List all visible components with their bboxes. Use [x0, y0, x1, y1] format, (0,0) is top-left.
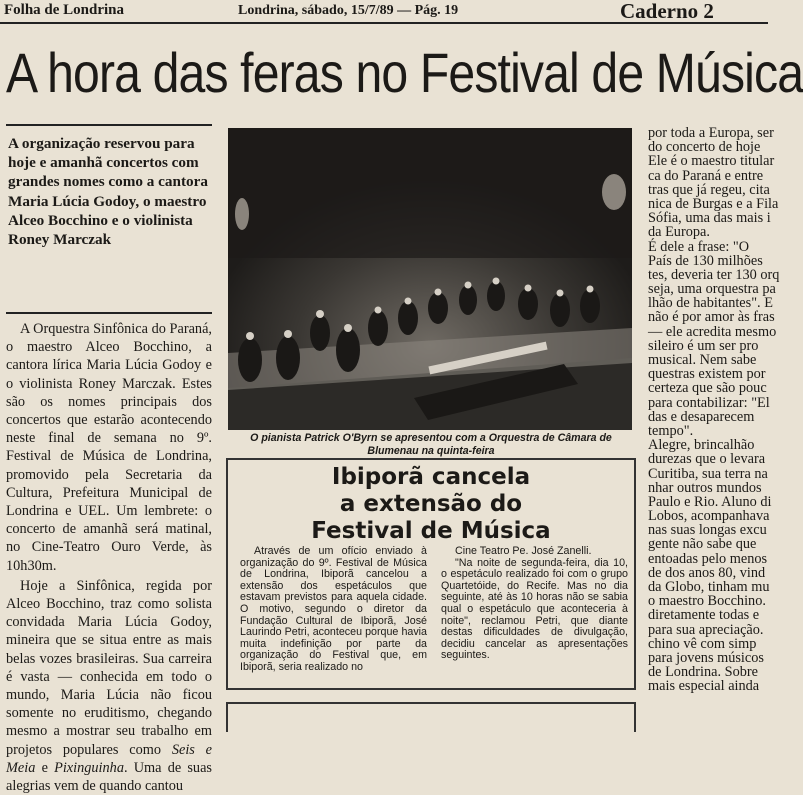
column-line: da Europa. — [648, 224, 710, 241]
article-body-left-column — [6, 320, 213, 795]
column-line: de dos anos 80, vind — [648, 564, 766, 581]
main-headline: A hora das feras no Festival de Música — [6, 41, 803, 104]
column-line: musical. Nem sabe — [648, 352, 757, 368]
column-line: das e desaparecem — [648, 408, 755, 425]
column-line: nica de Burgas e a Fila — [648, 195, 779, 212]
next-article-box — [226, 702, 636, 732]
column-line: por toda a Europa, ser — [648, 125, 774, 141]
column-line: mais especial ainda — [648, 678, 760, 695]
column-line: — ele acredita mesmo — [648, 323, 777, 340]
column-line: tes, deveria ter 130 orq — [648, 266, 780, 283]
newspaper-name: Folha de Londrina — [4, 2, 125, 18]
column-line: Curitiba, sua terra na — [648, 465, 768, 482]
sidebar-article-box — [226, 458, 636, 690]
column-line: tempo". — [648, 422, 694, 439]
photo-caption: O pianista Patrick O'Byrn se apresentou com a Orquestra de Câmara de Blumenau na quinta-feira — [250, 432, 612, 457]
section-name: Caderno 2 — [620, 0, 714, 23]
body-paragraph: Cine Teatro Pe. José Zanelli. — [455, 545, 592, 557]
column-line: questras existem por — [648, 366, 766, 383]
column-line: ca do Paraná e entre — [648, 167, 764, 184]
column-line: É dele a frase: "O — [648, 238, 750, 255]
concert-photo — [228, 128, 632, 430]
column-line: para contabilizar: "El — [648, 394, 770, 411]
sidebar-column-1 — [240, 546, 427, 674]
article-deck: A organização reservou para hoje e amanhã concertos com grandes nomes como a cantora Maria Lúcia Godoy, o maestro Alceo Bocchino e o violinista Roney Marczak — [8, 135, 208, 249]
column-line: sileiro é um ser pro — [648, 337, 759, 354]
column-line: para jovens músicos — [648, 649, 764, 666]
sidebar-headline-line: a extensão do — [339, 491, 523, 517]
article-body-right-column — [648, 126, 778, 726]
column-line: para sua apreciação. — [648, 621, 764, 638]
column-line: nas suas longas excu — [648, 522, 767, 539]
column-line: lhão de habitantes". E — [648, 295, 773, 312]
divider-rule — [6, 124, 212, 126]
column-line: o maestro Bocchino. — [648, 593, 766, 610]
column-line: Sófia, uma das mais i — [648, 210, 771, 227]
column-line: nhar outros mundos — [648, 479, 762, 496]
column-line: gente não sabe que — [648, 536, 757, 553]
column-line: chino vê com simp — [648, 635, 757, 652]
column-line: Paulo e Rio. Aluno di — [648, 493, 772, 510]
body-paragraph: Hoje a Sinfônica, regida por Alceo Bocchino, traz como solista convidada Maria Lúcia Godoy, mineira que se situa entre as mais belas vozes brasileiras. Sua carreira é vasta — conhecida em todo o mundo, Maria Lúcia não ficou somente no eruditismo, chegando mesmo a mostrar seu trabalho em projetos populares como Seis e Meia e Pixinguinha. Uma de suas alegrias vem de quando cantou — [6, 577, 213, 795]
column-line: certeza que são pouc — [648, 380, 767, 397]
date-and-page: Londrina, sábado, 15/7/89 — Pág. 19 — [238, 3, 459, 18]
sidebar-column-2 — [441, 546, 628, 674]
column-line: Alegre, brincalhão — [648, 437, 755, 454]
sidebar-body — [240, 546, 628, 674]
column-line: do concerto de hoje — [648, 139, 761, 156]
column-line: Lobos, acompanhava — [648, 508, 770, 525]
body-paragraph: A Orquestra Sinfônica do Paraná, o maestro Alceo Bocchino, a cantora lírica Maria Lúcia Godoy e o violinista Roney Marczak. Estes são os nomes principais dos concertos que estarão acontecendo neste final de semana no 9º. Festival de Música de Londrina, promovido pela Secretaria da Cultura, Prefeitura Municipal de Londrina e UEL. Um lembrete: o concerto de amanhã será matinal, no Cine-Teatro Ouro Verde, às 10h30m. — [6, 321, 212, 574]
column-line: diretamente todas e — [648, 607, 760, 624]
column-line: seja, uma orquestra pa — [648, 281, 776, 298]
orchestra-stage-image — [228, 128, 632, 430]
body-paragraph: "Na noite de segunda-feira, dia 10, o espetáculo realizado foi com o grupo Quartetóide, do Recife. Mas no dia seguinte, até às 10 horas não se sabia qual o espetáculo que aconteceria à noite", reclamou Petri, que diante destas dificuldades de divulgação, decidiu cancelar as apresentações seguintes. — [441, 556, 628, 662]
column-line: não é por amor às fras — [648, 309, 775, 326]
column-line: da Globo, tinham mu — [648, 579, 770, 595]
sidebar-headline-line: Ibiporã cancela — [331, 464, 531, 490]
column-line: de Londrina. Sobre — [648, 664, 758, 681]
column-line: entoadas pelo menos — [648, 550, 768, 567]
sidebar-headline-line: Festival de Música — [311, 518, 551, 544]
column-line: tras que já regeu, cita — [648, 181, 770, 198]
column-line: durezas que o levara — [648, 451, 766, 468]
column-line: País de 130 milhões — [648, 252, 763, 269]
page-header — [0, 0, 768, 24]
column-line: Ele é o maestro titular — [648, 153, 775, 170]
divider-rule — [6, 312, 212, 314]
body-paragraph: Através de um ofício enviado à organização do 9º. Festival de Música de Londrina, Ibiporã cancelou a extensão dos espetáculos que estavam previstos para aquela cidade. O motivo, segundo o diretor da Fundação Cultural de Ibiporã, José Laurindo Petri, aconteceu porque havia muita indefinição por parte da organização do Festival que, em Ibiporã, seria realizado no — [240, 545, 427, 673]
